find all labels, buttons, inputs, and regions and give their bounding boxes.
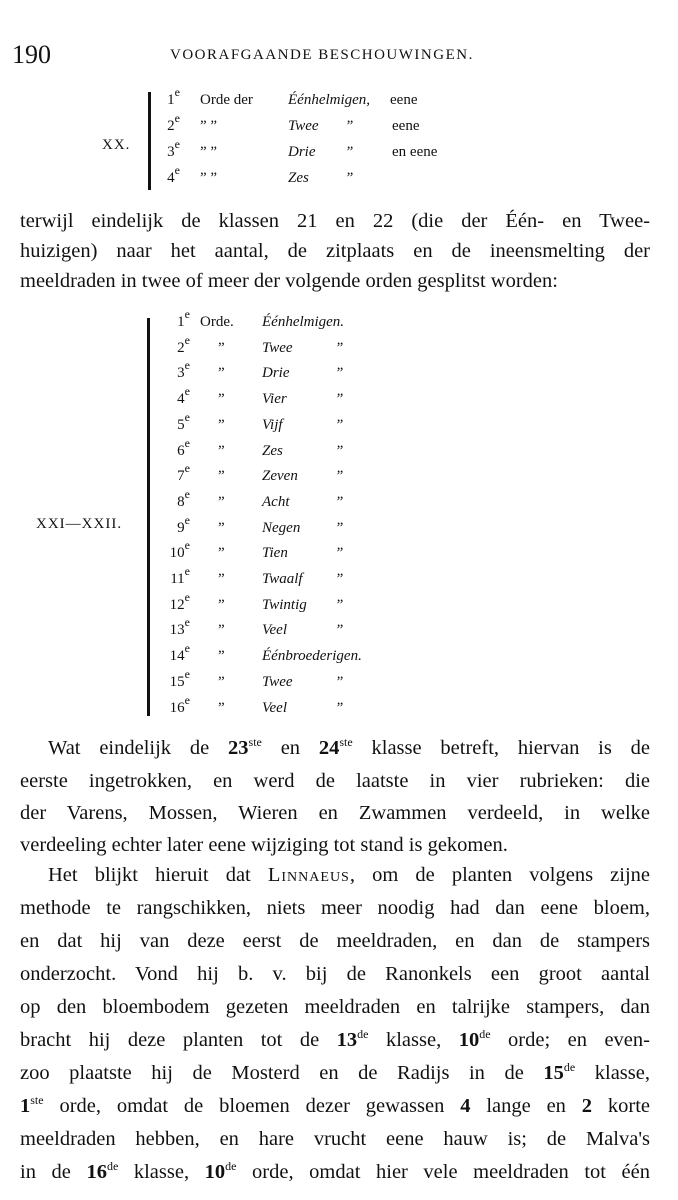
order-row [0, 641, 678, 674]
para3-line-5: op den bloembodem gezeten meeldraden en talrijke stampers, dan [20, 996, 650, 1018]
order-number [150, 538, 190, 562]
ordinal-suffix: e [184, 332, 190, 347]
text: orde, omdat de bloemen dezer gewassen [43, 1095, 461, 1117]
order-word: ” [218, 468, 225, 485]
ordinal-suffix: ste [248, 735, 262, 749]
ditto-mark: ” [335, 699, 344, 716]
order-digit: 2 [177, 339, 185, 356]
order-row [0, 538, 678, 571]
para2-line [20, 832, 650, 858]
ordinal-suffix: e [184, 589, 190, 604]
order-word: Orde. [200, 314, 234, 330]
para3-line-8 [20, 1093, 650, 1119]
ditto-mark: ” [345, 144, 354, 160]
order-word: ” [218, 391, 225, 408]
text: korte [592, 1095, 650, 1117]
ordinal-suffix: de [225, 1159, 237, 1173]
ditto-mark: ” [335, 571, 344, 587]
order-name: Twee [262, 339, 293, 356]
order-number [150, 486, 190, 511]
order-row [0, 307, 678, 340]
ordinal-suffix: ste [30, 1093, 44, 1107]
text: , om de planten volgens zijne [349, 864, 650, 886]
para3-line-1 [48, 862, 650, 888]
para2-line [48, 735, 650, 761]
order-tail: en eene [392, 144, 438, 160]
order-word: ” [218, 493, 225, 510]
ordinal-suffix: de [357, 1027, 369, 1041]
order-row [0, 692, 678, 726]
text: orde, omdat hier vele meeldraden tot één [236, 1161, 650, 1183]
order-name: Tien [262, 545, 288, 562]
order-number [150, 384, 190, 408]
ordinal-suffix: e [184, 692, 190, 707]
group-xxi-label: XXI—XXII. [36, 516, 123, 532]
ordinal-suffix: e [184, 461, 190, 476]
order-row [0, 435, 678, 469]
number: 16 [86, 1161, 107, 1183]
order-name: Vijf [262, 416, 283, 433]
order-word: ” [218, 519, 225, 536]
text: bracht hij deze planten tot de [20, 1029, 337, 1051]
order-row [0, 666, 678, 700]
number: 23 [228, 737, 249, 759]
order-word: ” ” [200, 118, 218, 134]
para1-line-1: terwijl eindelijk de klassen 21 en 22 (die der Één- en Twee- [20, 210, 650, 232]
order-word: ” [218, 673, 225, 690]
para2-line [20, 800, 650, 826]
order-number [150, 307, 190, 331]
ditto-mark: ” [335, 596, 344, 613]
order-number [150, 461, 190, 485]
order-row [0, 589, 678, 623]
number: 15 [543, 1062, 564, 1084]
text: in de [20, 1161, 87, 1183]
ordinal-suffix: de [106, 1159, 119, 1173]
order-digit: 2 [167, 118, 175, 134]
ditto-mark: ” [335, 673, 344, 690]
order-word: ” [218, 442, 225, 459]
ordinal-suffix: ste [339, 735, 353, 749]
text: verdeeling echter later eene wijziging tot stand is gekomen. [20, 834, 508, 856]
order-number [140, 85, 180, 109]
number: 10 [204, 1161, 226, 1183]
order-digit: 9 [177, 519, 185, 536]
ditto-mark: ” [335, 622, 344, 639]
text: zoo plaatste hij de Mosterd en de Radijs in de [20, 1062, 544, 1084]
order-number [150, 692, 190, 717]
para2-line [20, 768, 650, 794]
number: 1 [20, 1095, 31, 1117]
order-name: Zes [288, 170, 309, 186]
text: Wat eindelijk de [48, 737, 229, 759]
text: klasse, [118, 1161, 205, 1183]
order-name: Twee [262, 673, 293, 690]
order-number [150, 332, 190, 357]
ordinal-suffix: e [184, 538, 190, 553]
order-digit: 3 [167, 144, 175, 160]
ditto-mark: ” [335, 365, 344, 382]
ordinal-suffix: e [174, 85, 180, 99]
order-name: Acht [262, 493, 290, 510]
text: klasse betreft, hiervan is de [352, 737, 650, 759]
order-word: ” [218, 571, 225, 587]
ordinal-suffix: e [184, 486, 190, 501]
order-row [0, 615, 678, 648]
order-row [0, 564, 678, 597]
order-word: ” [218, 545, 225, 562]
ordinal-suffix: e [184, 358, 190, 373]
ordinal-suffix: e [184, 564, 190, 578]
ordinal-suffix: e [184, 512, 190, 527]
para1-line-2: huizigen) naar het aantal, de zitplaats en de ineensmelting der [20, 240, 650, 262]
para3-line-4: onderzocht. Vond hij b. v. bij de Ranonkels een groot aantal [20, 963, 650, 985]
number: 10 [458, 1029, 480, 1051]
ordinal-suffix: de [479, 1027, 491, 1041]
order-name: Twintig [262, 596, 307, 613]
order-name: Veel [262, 699, 287, 716]
order-row [0, 111, 678, 144]
ordinal-suffix: e [174, 163, 180, 177]
order-row [0, 512, 678, 546]
para3-line-10 [20, 1159, 650, 1185]
ditto-mark: ” [345, 170, 354, 186]
order-word: ” [218, 648, 225, 665]
order-word: ” [218, 699, 225, 716]
order-number [150, 589, 190, 614]
text: klasse, [368, 1029, 459, 1051]
ditto-mark: ” [335, 519, 344, 536]
order-digit: 11 [170, 571, 185, 587]
running-title: VOORAFGAANDE BESCHOUWINGEN. [170, 47, 474, 63]
ordinal-suffix: e [174, 111, 180, 125]
order-word: ” [218, 596, 225, 613]
text: orde; en even- [490, 1029, 650, 1051]
order-number [150, 512, 190, 537]
text: klasse, [575, 1062, 650, 1084]
ordinal-suffix: e [184, 435, 190, 450]
number: 4 [460, 1095, 471, 1117]
order-word: ” ” [200, 170, 218, 186]
order-row [0, 486, 678, 520]
order-number [140, 163, 180, 187]
order-tail: eene [392, 118, 420, 134]
order-digit: 4 [177, 391, 185, 408]
ordinal-suffix: e [184, 666, 190, 681]
order-word: ” [218, 339, 225, 356]
text: lange en [470, 1095, 582, 1117]
order-digit: 5 [177, 416, 185, 433]
order-name: Drie [262, 365, 290, 382]
order-digit: 15 [169, 673, 185, 690]
ditto-mark: ” [335, 493, 344, 510]
order-row [0, 85, 678, 118]
order-row [0, 409, 678, 443]
order-tail: eene [390, 92, 418, 108]
ordinal-suffix: e [184, 641, 190, 656]
order-name: Éénhelmigen, [288, 92, 371, 108]
ditto-mark: ” [335, 442, 344, 459]
author-name: Linnaeus [267, 864, 350, 886]
order-number [150, 666, 190, 691]
order-name: Veel [262, 622, 287, 639]
ordinal-suffix: e [174, 137, 180, 151]
order-number [150, 358, 190, 382]
order-name: Negen [262, 519, 301, 536]
para1-line-3: meeldraden in twee of meer der volgende orden gesplitst worden: [20, 270, 558, 292]
order-name: Twaalf [262, 571, 303, 587]
order-digit: 12 [169, 596, 185, 613]
order-name: Zes [262, 442, 283, 459]
order-word: Orde der [200, 92, 253, 108]
order-digit: 13 [169, 622, 185, 639]
ordinal-suffix: de [563, 1060, 576, 1074]
order-number [150, 564, 190, 588]
order-digit: 16 [169, 699, 185, 716]
ordinal-suffix: e [184, 615, 190, 630]
order-name: Zeven [262, 468, 298, 485]
para3-line-7 [20, 1060, 650, 1086]
order-word: ” ” [200, 144, 218, 160]
number: 13 [336, 1029, 358, 1051]
para3-line-2: methode te rangschikken, niets meer noodig had dan eene bloem, [20, 897, 650, 919]
para3-line-6 [20, 1027, 650, 1053]
order-number [140, 137, 180, 161]
number: 2 [581, 1095, 593, 1117]
order-digit: 1 [177, 314, 185, 330]
order-word: ” [218, 416, 225, 433]
order-name: Twee [288, 118, 319, 134]
order-row [0, 461, 678, 494]
text: Het blijkt hieruit dat [48, 864, 268, 886]
ditto-mark: ” [335, 339, 344, 356]
ditto-mark: ” [335, 416, 344, 433]
order-digit: 10 [169, 545, 185, 562]
order-digit: 8 [177, 493, 185, 510]
order-word: ” [218, 365, 225, 382]
para3-line-3: en dat hij van deze eerst de meeldraden, en dan de stampers [20, 930, 650, 952]
text: en [261, 737, 319, 759]
ditto-mark: ” [335, 391, 344, 408]
order-name: Vier [262, 391, 287, 408]
order-digit: 3 [177, 365, 185, 382]
order-digit: 1 [167, 92, 175, 108]
order-number [150, 435, 190, 460]
ditto-mark: ” [335, 468, 344, 485]
ordinal-suffix: e [184, 409, 190, 424]
order-digit: 7 [177, 468, 185, 485]
order-row [0, 332, 678, 366]
ditto-mark: ” [335, 545, 344, 562]
order-number [150, 641, 190, 665]
order-digit: 4 [167, 170, 175, 186]
order-name: Éénhelmigen. [262, 314, 345, 330]
text: eerste ingetrokken, en werd de laatste in vier rubrieken: die [20, 770, 650, 792]
order-number [150, 409, 190, 434]
ordinal-suffix: e [184, 307, 190, 321]
order-row [0, 137, 678, 170]
order-word: ” [218, 622, 225, 639]
order-row [0, 163, 678, 196]
ordinal-suffix: e [184, 384, 190, 399]
ditto-mark: ” [345, 118, 354, 134]
order-row [0, 358, 678, 391]
order-digit: 14 [169, 648, 185, 665]
order-row [0, 384, 678, 417]
group-xx-label: XX. [102, 137, 131, 153]
para3-line-9: meeldraden hebben, en hare vrucht eene hauw is; de Malva's [20, 1128, 650, 1150]
order-name: Éénbroederigen. [262, 648, 362, 665]
number: 24 [318, 737, 340, 759]
page-number: 190 [12, 40, 51, 69]
order-name: Drie [288, 144, 316, 160]
order-number [150, 615, 190, 639]
text: der Varens, Mossen, Wieren en Zwammen verdeeld, in welke [20, 802, 650, 824]
order-digit: 6 [177, 442, 185, 459]
order-number [140, 111, 180, 135]
